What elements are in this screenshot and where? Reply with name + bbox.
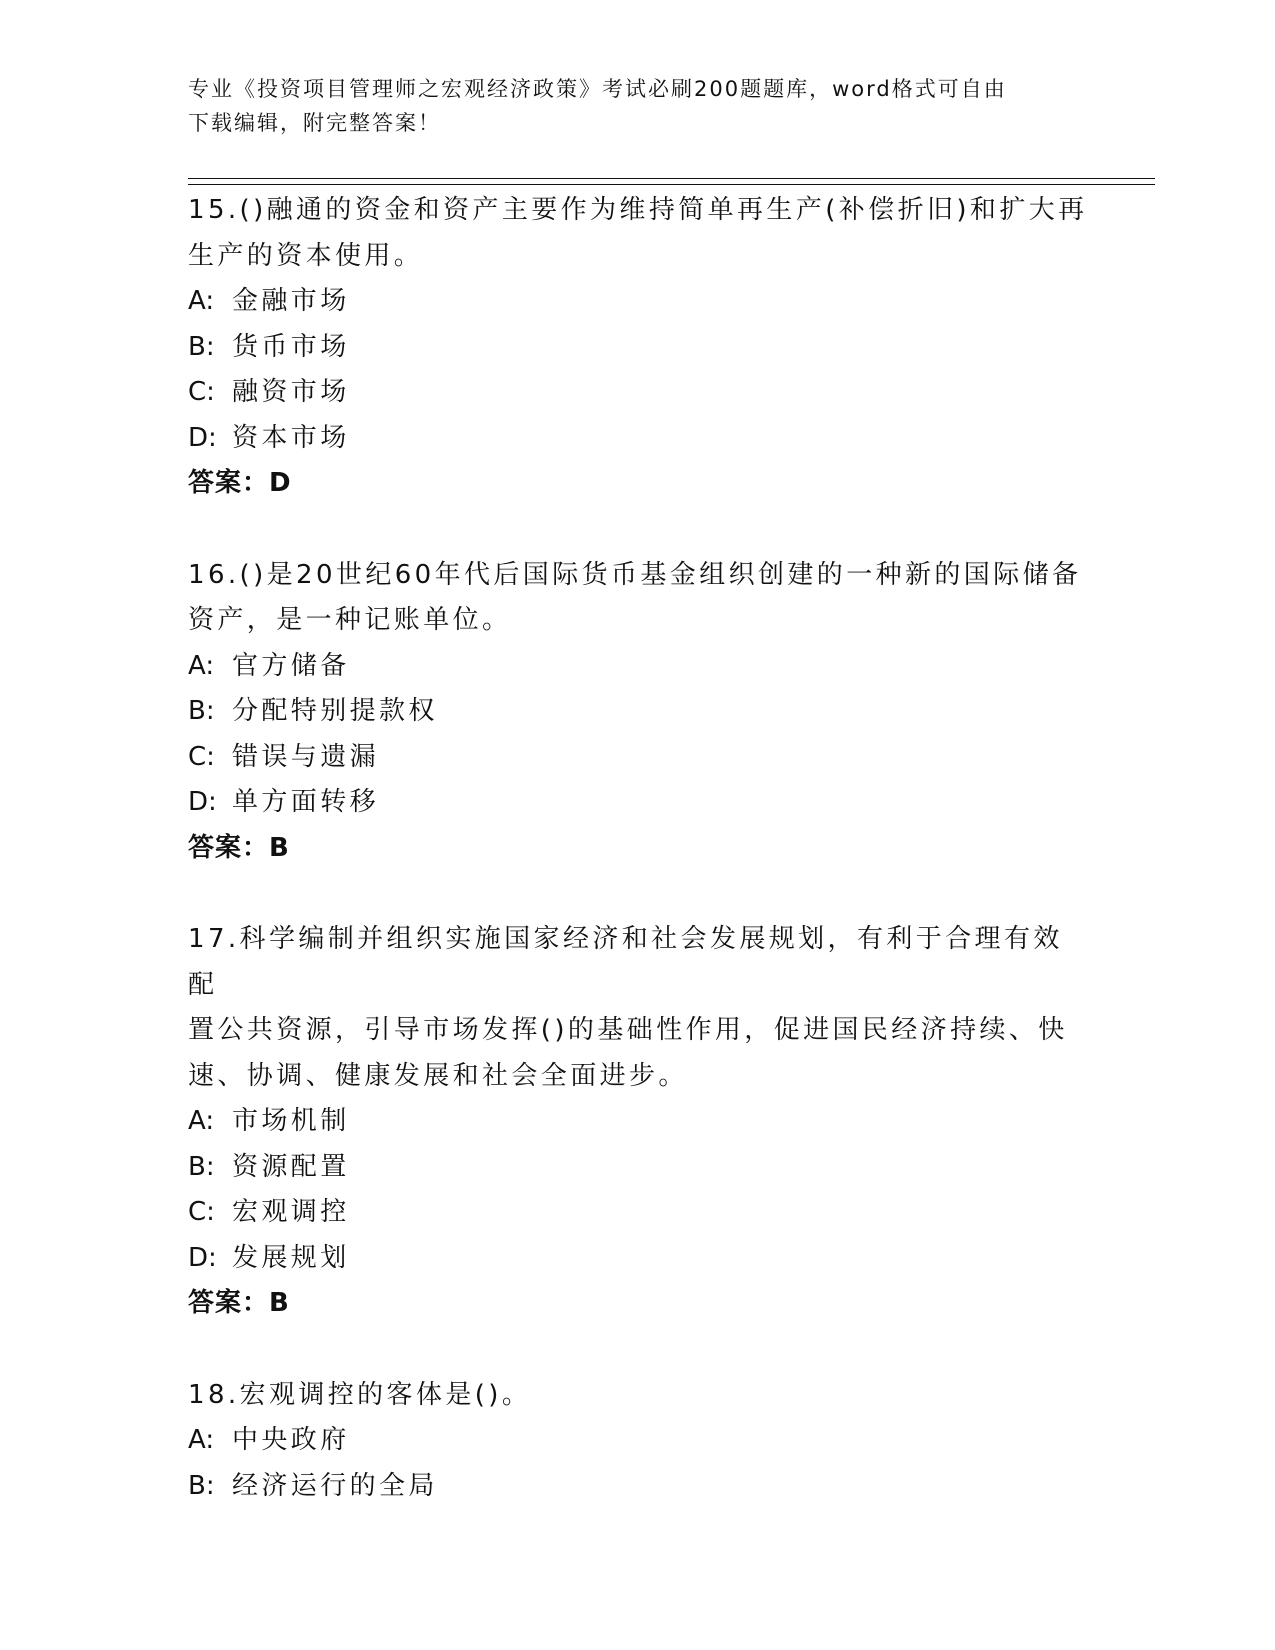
option-d [188,416,1088,462]
option-text: 官方储备 [232,650,350,681]
option-label: C: [188,741,215,772]
document-header [188,72,1088,140]
option-text: 单方面转移 [232,787,380,817]
question-stem-line: 17.科学编制并组织实施国家经济和社会发展规划，有利于合理有效配 [188,924,1063,1000]
option-b [188,1145,1088,1191]
header-line-1: 专业《投资项目管理师之宏观经济政策》考试必刷200题题库，word格式可自由 [188,77,1007,101]
option-label: B: [188,696,215,726]
option-c [188,370,1088,416]
option-label: D: [188,787,217,817]
option-text: 错误与遗漏 [232,741,380,772]
option-c [188,735,1088,781]
question-stem-line: 资产，是一种记账单位。 [188,605,512,635]
option-text: 融资市场 [232,377,350,407]
option-label: A: [188,1425,215,1455]
answer-text: 答案：B [188,1288,290,1318]
option-text: 发展规划 [232,1242,350,1273]
question-list [188,188,1088,1555]
option-text: 经济运行的全局 [232,1470,438,1501]
answer-text: 答案：B [188,832,290,863]
option-label: C: [188,1197,215,1227]
option-a [188,279,1088,325]
option-d [188,780,1088,826]
option-c [188,1190,1088,1236]
question-stem-line: 速、协调、健康发展和社会全面进步。 [188,1060,688,1091]
option-label: B: [188,331,215,362]
option-label: D: [188,1242,217,1273]
option-a [188,644,1088,690]
option-d [188,1236,1088,1282]
option-text: 市场机制 [232,1106,350,1136]
option-text: 分配特别提款权 [232,696,438,726]
option-label: C: [188,377,215,407]
option-a [188,1099,1088,1145]
option-text: 资本市场 [232,422,350,453]
option-label: A: [188,650,215,681]
question-15 [188,188,1088,507]
question-stem-line: 生产的资本使用。 [188,240,424,271]
question-stem-line: 18.宏观调控的客体是()。 [188,1379,532,1410]
option-text: 中央政府 [232,1425,350,1455]
option-text: 资源配置 [232,1151,350,1182]
option-a [188,1418,1088,1464]
question-17 [188,917,1088,1327]
header-line-2: 下载编辑，附完整答案！ [188,111,441,135]
question-stem-line: 15.()融通的资金和资产主要作为维持简单再生产(补偿折旧)和扩大再 [188,195,1088,225]
option-b [188,1464,1088,1510]
option-label: B: [188,1151,215,1182]
option-text: 货币市场 [232,331,350,362]
question-16 [188,553,1088,872]
option-label: B: [188,1470,215,1501]
option-b [188,689,1088,735]
option-label: A: [188,286,215,316]
question-stem-line: 16.()是20世纪60年代后国际货币基金组织创建的一种新的国际储备 [188,559,1082,590]
answer-text: 答案：D [188,468,292,498]
question-stem-line: 置公共资源，引导市场发挥()的基础性作用，促进国民经济持续、快 [188,1015,1068,1045]
header-rule-top [188,178,1155,179]
option-label: A: [188,1106,215,1136]
question-18 [188,1373,1088,1510]
option-text: 宏观调控 [232,1197,350,1227]
header-rule-bottom [188,184,1155,185]
option-text: 金融市场 [232,286,350,316]
option-label: D: [188,422,217,453]
option-b [188,325,1088,371]
